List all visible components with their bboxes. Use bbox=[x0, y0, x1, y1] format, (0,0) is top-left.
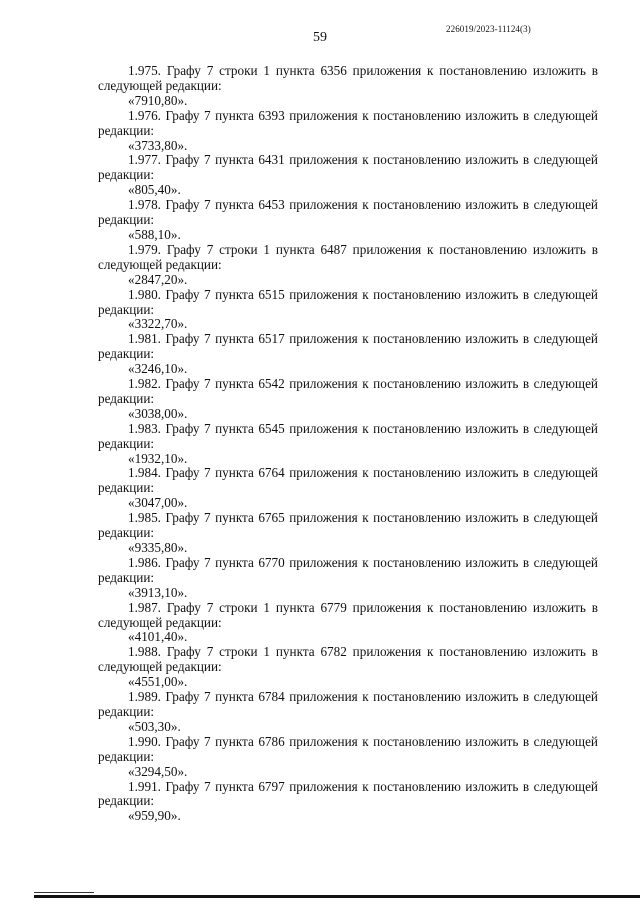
amendment-item bbox=[98, 601, 598, 646]
amendment-text: 1.986. Графу 7 пункта 6770 приложения к постановлению изложить в следующей редакции: bbox=[98, 554, 598, 585]
amendment-item bbox=[98, 466, 598, 511]
amendment-text: 1.982. Графу 7 пункта 6542 приложения к постановлению изложить в следующей редакции: bbox=[98, 376, 598, 406]
amendment-text: 1.980. Графу 7 пункта 6515 приложения к постановлению изложить в следующей редакции: bbox=[98, 286, 598, 317]
amendment-text: 1.976. Графу 7 пункта 6393 приложения к постановлению изложить в следующей редакции: bbox=[98, 107, 598, 138]
amendment-value: «959,90». bbox=[128, 808, 181, 824]
amendment-item bbox=[98, 377, 598, 422]
amendment-value: «3246,10». bbox=[128, 361, 188, 377]
document-code: 226019/2023-11124(3) bbox=[446, 24, 531, 34]
amendment-item bbox=[98, 735, 598, 780]
amendment-value: «3913,10». bbox=[128, 584, 188, 600]
amendment-value: «3047,00». bbox=[128, 495, 188, 511]
amendment-item bbox=[98, 64, 598, 109]
amendment-value: «805,40». bbox=[128, 182, 181, 198]
amendment-text: 1.981. Графу 7 пункта 6517 приложения к постановлению изложить в следующей редакции: bbox=[98, 331, 598, 362]
amendment-value: «3322,70». bbox=[128, 316, 188, 332]
amendment-item bbox=[98, 243, 598, 288]
amendment-value: «3733,80». bbox=[128, 137, 188, 153]
amendment-item bbox=[98, 690, 598, 735]
document-body bbox=[98, 64, 598, 824]
amendment-value: «4551,00». bbox=[128, 674, 188, 690]
amendment-value: «7910,80». bbox=[128, 92, 188, 108]
amendment-text: 1.988. Графу 7 строки 1 пункта 6782 приложения к постановлению изложить в следующей редакции: bbox=[98, 644, 598, 675]
page-number: 59 bbox=[313, 30, 327, 45]
amendment-text: 1.979. Графу 7 строки 1 пункта 6487 приложения к постановлению изложить в следующей редакции: bbox=[98, 241, 598, 272]
amendment-item bbox=[98, 556, 598, 601]
amendment-item bbox=[98, 332, 598, 377]
amendment-text: 1.977. Графу 7 пункта 6431 приложения к постановлению изложить в следующей редакции: bbox=[98, 152, 598, 183]
amendment-value: «9335,80». bbox=[128, 540, 188, 555]
amendment-text: 1.983. Графу 7 пункта 6545 приложения к постановлению изложить в следующей редакции: bbox=[98, 420, 598, 451]
amendment-text: 1.985. Графу 7 пункта 6765 приложения к постановлению изложить в следующей редакции: bbox=[98, 510, 598, 541]
amendment-value: «1932,10». bbox=[128, 450, 188, 466]
amendment-text: 1.978. Графу 7 пункта 6453 приложения к постановлению изложить в следующей редакции: bbox=[98, 197, 598, 228]
amendment-item bbox=[98, 645, 598, 690]
amendment-value: «2847,20». bbox=[128, 271, 188, 287]
amendment-text: 1.984. Графу 7 пункта 6764 приложения к постановлению изложить в следующей редакции: bbox=[98, 465, 598, 496]
bottom-rule-thin bbox=[34, 892, 94, 893]
amendment-value: «503,30». bbox=[128, 718, 181, 734]
amendment-value: «3038,00». bbox=[128, 405, 188, 421]
amendment-value: «3294,50». bbox=[128, 763, 188, 779]
amendment-item bbox=[98, 422, 598, 467]
amendment-item bbox=[98, 511, 598, 556]
bottom-rule bbox=[34, 895, 640, 898]
amendment-text: 1.991. Графу 7 пункта 6797 приложения к постановлению изложить в следующей редакции: bbox=[98, 778, 598, 809]
amendment-text: 1.987. Графу 7 строки 1 пункта 6779 приложения к постановлению изложить в следующей редакции: bbox=[98, 599, 598, 630]
amendment-item bbox=[98, 780, 598, 825]
amendment-text: 1.990. Графу 7 пункта 6786 приложения к постановлению изложить в следующей редакции: bbox=[98, 733, 598, 764]
amendment-item bbox=[98, 198, 598, 243]
amendment-value: «588,10». bbox=[128, 226, 181, 242]
amendment-text: 1.975. Графу 7 строки 1 пункта 6356 приложения к постановлению изложить в следующей редакции: bbox=[98, 63, 598, 93]
amendment-text: 1.989. Графу 7 пункта 6784 приложения к постановлению изложить в следующей редакции: bbox=[98, 689, 598, 719]
amendment-item bbox=[98, 153, 598, 198]
amendment-item bbox=[98, 288, 598, 333]
amendment-value: «4101,40». bbox=[128, 629, 188, 645]
amendment-item bbox=[98, 109, 598, 154]
